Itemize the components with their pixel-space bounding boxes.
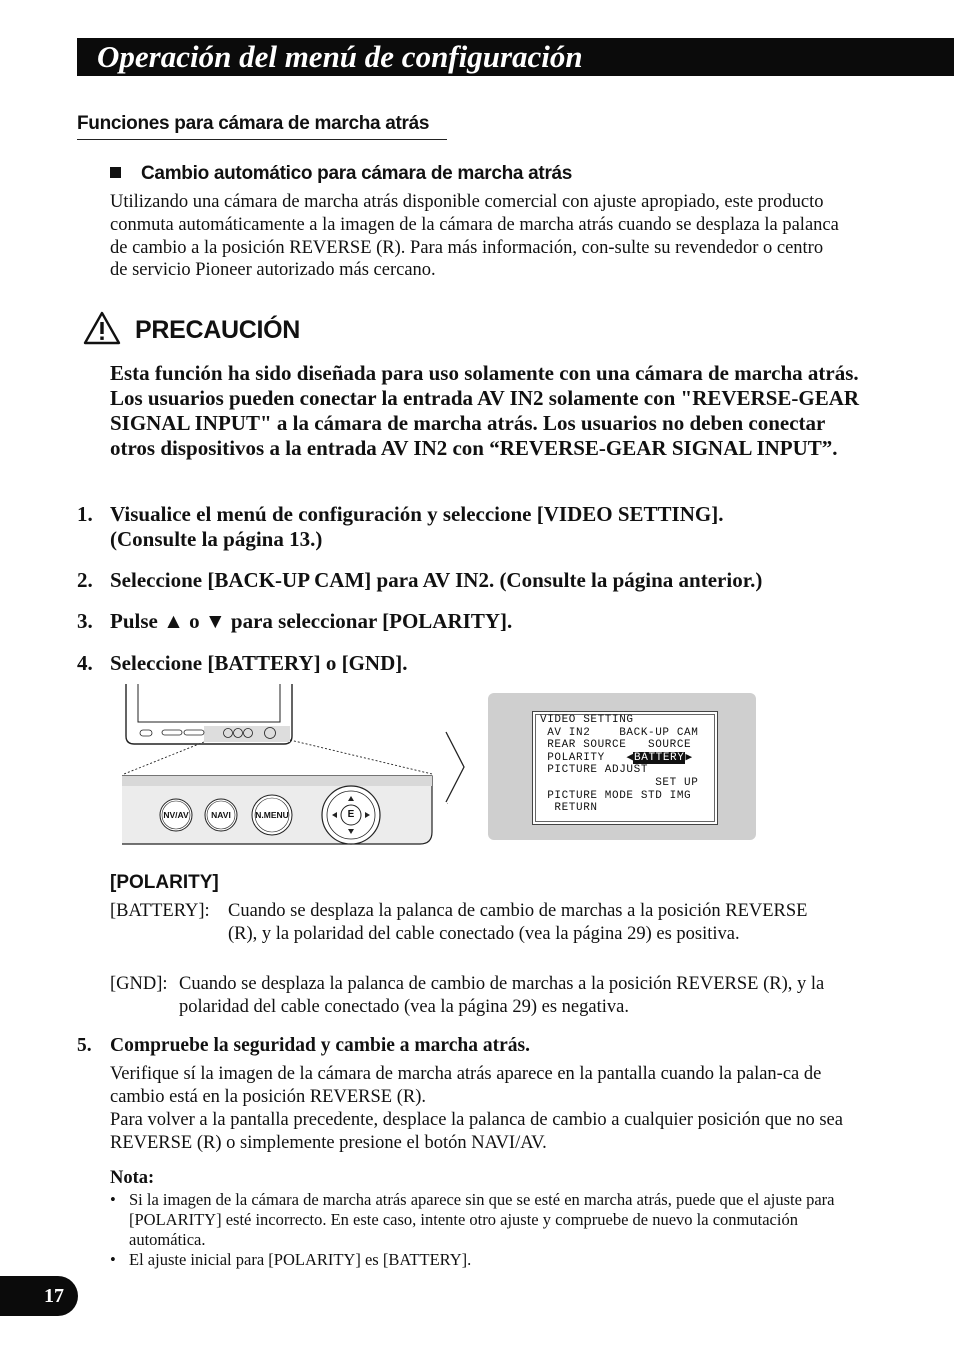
warning-triangle-icon [83, 311, 121, 350]
nmenu-button: N.MENU [255, 810, 289, 820]
step-number: 5. [77, 1035, 92, 1056]
osd-line: AV IN2 BACK-UP CAM [540, 726, 699, 739]
caution-text: Esta función ha sido diseñada para uso solamente con una cámara de marcha atrás. Los usuarios pueden conectar la entrada AV IN2 solamente con "REVERSE-GEAR SIGNAL INPUT" a la cámara de marcha atrás. Los usuarios no deben conectar otros dispositivos a la entrada AV IN2 con “REVERSE-GEAR SIGNAL INPUT”. [110, 361, 860, 460]
step-number: 4. [77, 651, 93, 675]
polarity-desc: Cuando se desplaza la palanca de cambio de marchas a la posición REVERSE (R), y la polaridad del cable conectado (vea la página 29) es negativa. [179, 974, 825, 1017]
enter-button: E [347, 809, 355, 820]
step-number: 2. [77, 568, 93, 592]
osd-right-arrow-icon: ▶ [685, 751, 693, 764]
note-item: • El ajuste inicial para [POLARITY] es [BATTERY]. [110, 1250, 472, 1269]
osd-selected-value: BATTERY [634, 751, 685, 764]
step-text: Seleccione [BATTERY] o [GND]. [110, 651, 408, 675]
nvav-button: NV/AV [163, 810, 189, 820]
polarity-gnd [110, 973, 865, 1019]
step-5 [77, 1033, 877, 1058]
device-illustration [118, 684, 448, 848]
subsection-heading-text: Cambio automático para cámara de marcha atrás [141, 163, 573, 184]
step-text: Visualice el menú de configuración y seleccione [VIDEO SETTING]. (Consulte la página 13.) [110, 502, 724, 551]
step-4 [77, 651, 877, 676]
step-number: 3. [77, 609, 93, 633]
polarity-heading: [POLARITY] [110, 872, 219, 893]
subsection-heading [110, 163, 572, 185]
osd-line: SET UP [540, 776, 699, 789]
polarity-desc: Cuando se desplaza la palanca de cambio de marchas a la posición REVERSE (R), y la polaridad del cable conectado (vea la página 29) es positiva. [228, 901, 808, 944]
step5-paragraph-1: Verifique sí la imagen de la cámara de marcha atrás aparece en la pantalla cuando la palan-ca de cambio está en la posición REVERSE (R). [110, 1064, 822, 1107]
step-3 [77, 609, 877, 634]
note-item: • Si la imagen de la cámara de marcha atrás aparece sin que se esté en marcha atrás, puede que el ajuste para [POLARITY] esté incorrecto. En este caso, intente otro ajuste y compruebe de nuevo la conmutación automática. [110, 1190, 835, 1249]
step-text: Pulse ▲ o ▼ para seleccionar [POLARITY]. [110, 609, 513, 633]
step-text: Seleccione [BACK-UP CAM] para AV IN2. (Consulte la página anterior.) [110, 568, 763, 592]
intro-paragraph: Utilizando una cámara de marcha atrás disponible comercial con ajuste apropiado, este producto conmuta automáticamente a la imagen de la cámara de marcha atrás cuando se desplaza la palanca de cambio a la posición REVERSE (R). Para más información, con-sulte su revendedor o centro de servicio Pioneer autorizado más cercano. [110, 192, 839, 281]
section-underline [77, 139, 447, 140]
osd-line-polarity: POLARITY ◀BATTERY▶ [540, 751, 693, 764]
note-list [110, 1190, 860, 1270]
page-number-tab [0, 1276, 78, 1316]
step5-paragraph-2: Para volver a la pantalla precedente, desplace la palanca de cambio a cualquier posición que no sea REVERSE (R) o simplemente presione el botón NAVI/AV. [110, 1110, 843, 1153]
caution-header [83, 311, 300, 350]
osd-line: VIDEO SETTING [540, 714, 634, 726]
pointer-arrow-icon [440, 730, 470, 804]
osd-line: REAR SOURCE SOURCE [540, 739, 692, 752]
section-heading: Funciones para cámara de marcha atrás [77, 113, 430, 134]
step-2 [77, 568, 877, 593]
osd-line: RETURN [540, 802, 598, 815]
osd-line: PICTURE ADJUST [540, 764, 649, 777]
note-heading: Nota: [110, 1168, 155, 1188]
square-bullet-icon [110, 167, 121, 178]
step-number: 1. [77, 502, 93, 526]
polarity-battery [110, 900, 830, 946]
polarity-term: [GND]: [110, 974, 168, 994]
polarity-term: [BATTERY]: [110, 901, 210, 921]
osd-menu [540, 714, 698, 815]
page-number: 17 [44, 1285, 64, 1307]
navi-button: NAVI [211, 810, 231, 820]
caution-label: PRECAUCIÓN [135, 316, 301, 344]
page-title: Operación del menú de configuración [97, 39, 583, 74]
osd-line: PICTURE MODE STD IMG [540, 789, 692, 802]
osd-left-arrow-icon: ◀ [626, 751, 634, 764]
step-1 [77, 502, 837, 552]
step-text: Compruebe la seguridad y cambie a marcha atrás. [110, 1035, 530, 1056]
